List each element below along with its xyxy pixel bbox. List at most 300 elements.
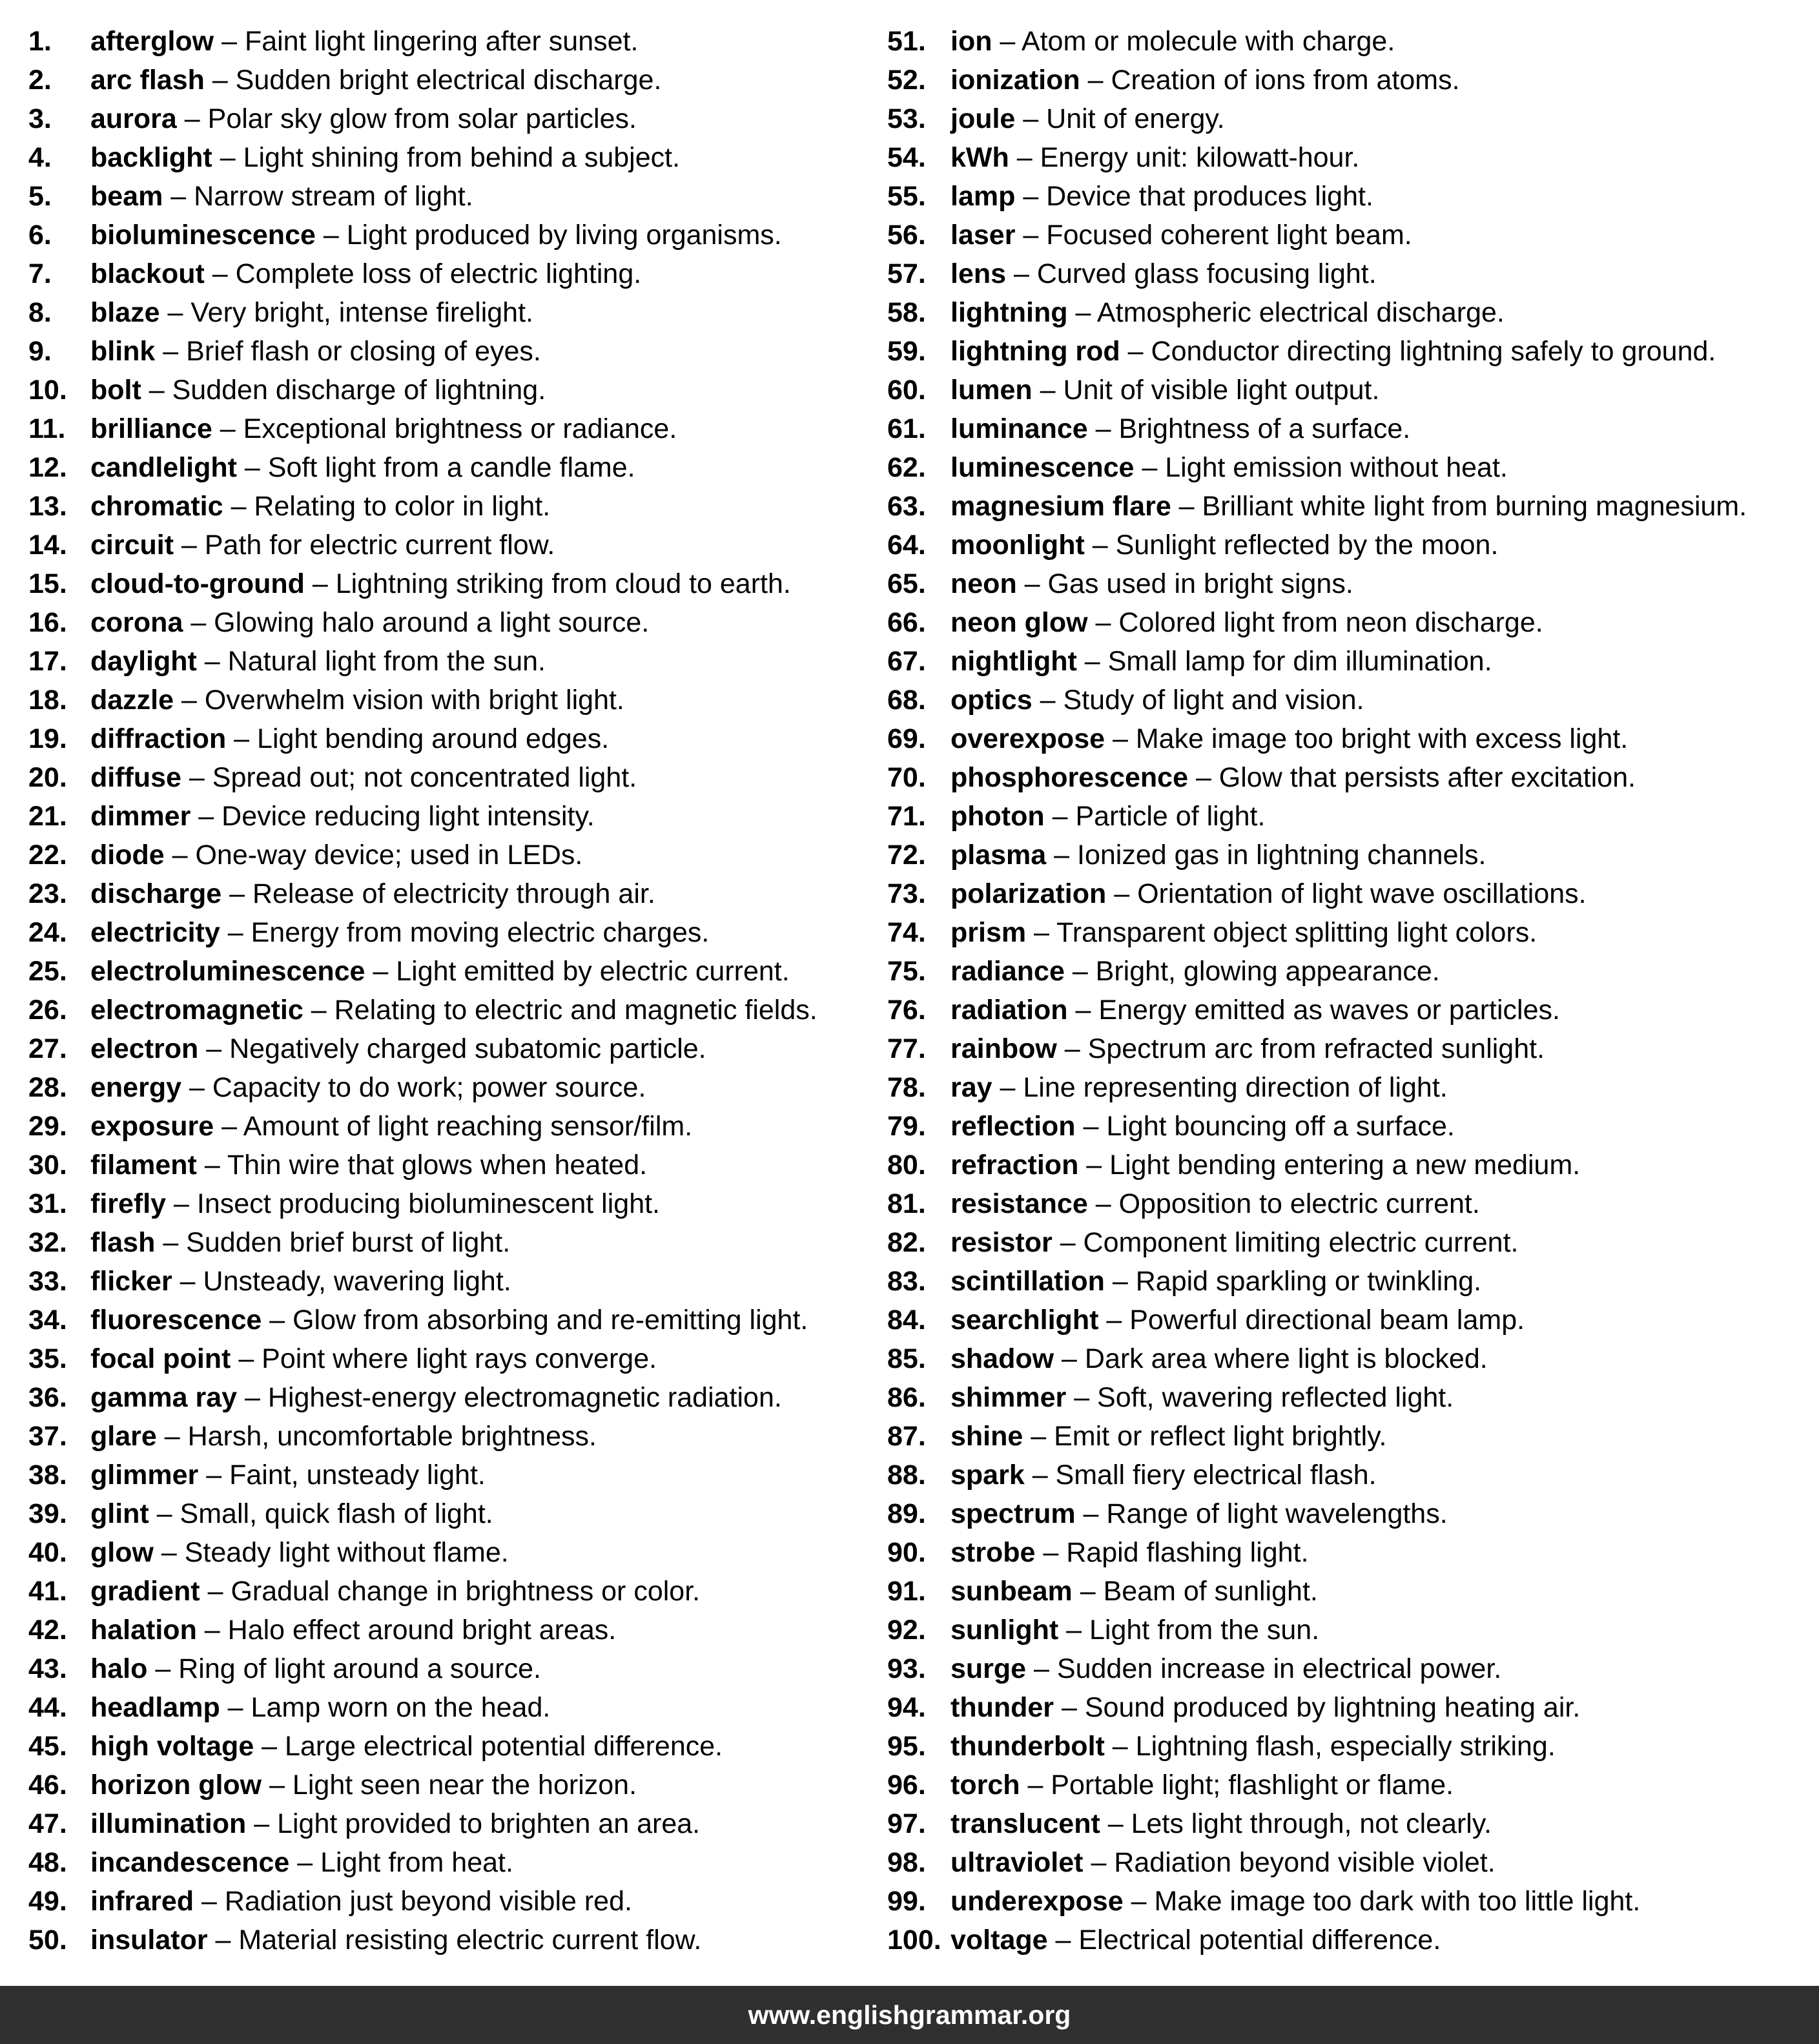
glossary-entry: [887, 1882, 1640, 1921]
glossary-entry: [887, 177, 1373, 216]
entry-definition: – Overwhelm vision with bright light.: [174, 685, 624, 716]
entry-definition: – Insect producing bioluminescent light.: [166, 1188, 660, 1219]
entry-term: blackout: [90, 258, 205, 289]
entry-definition: – Energy unit: kilowatt-hour.: [1009, 142, 1360, 173]
entry-number: 19.: [28, 723, 67, 754]
glossary-entry: [28, 1339, 657, 1378]
glossary-entry: [887, 1068, 1448, 1107]
entry-number: 18.: [28, 685, 67, 716]
glossary-entry: [28, 409, 677, 448]
entry-term: underexpose: [951, 1886, 1124, 1917]
entry-definition: – Path for electric current flow.: [174, 530, 555, 561]
glossary-entry: [28, 1494, 493, 1533]
entry-definition: – Sudden brief burst of light.: [155, 1227, 511, 1258]
entry-definition: – Faint light lingering after sunset.: [214, 26, 639, 57]
entry-number: 10.: [28, 375, 67, 406]
entry-term: discharge: [90, 878, 222, 909]
glossary-entry: [887, 874, 1587, 913]
glossary-entry: [28, 1611, 616, 1649]
entry-number: 99.: [887, 1886, 926, 1917]
entry-number: 64.: [887, 530, 926, 561]
entry-definition: – Sudden bright electrical discharge.: [204, 65, 662, 96]
entry-definition: – Soft, wavering reflected light.: [1066, 1382, 1454, 1413]
entry-definition: – Spectrum arc from refracted sunlight.: [1056, 1033, 1545, 1064]
glossary-entry: [887, 138, 1359, 177]
entry-definition: – Relating to color in light.: [223, 491, 551, 522]
glossary-entry: [887, 1378, 1454, 1417]
entry-term: sunbeam: [951, 1576, 1073, 1607]
entry-term: resistor: [951, 1227, 1053, 1258]
entry-term: radiance: [951, 956, 1065, 987]
entry-number: 48.: [28, 1847, 67, 1878]
glossary-entry: [887, 22, 1395, 61]
glossary-entry: [887, 1301, 1525, 1339]
entry-number: 15.: [28, 568, 67, 599]
entry-term: nightlight: [951, 646, 1077, 677]
glossary-entry: [887, 1843, 1495, 1882]
entry-term: corona: [90, 607, 183, 638]
entry-definition: – Energy from moving electric charges.: [220, 917, 710, 948]
entry-number: 87.: [887, 1421, 926, 1452]
entry-number: 2.: [28, 65, 52, 96]
glossary-entry: [28, 991, 817, 1029]
entry-definition: – Exceptional brightness or radiance.: [212, 413, 677, 444]
entry-term: electron: [90, 1033, 199, 1064]
glossary-entry: [887, 1804, 1492, 1843]
entry-number: 67.: [887, 646, 926, 677]
glossary-entry: [28, 1921, 701, 1959]
entry-term: lamp: [951, 181, 1016, 212]
entry-number: 89.: [887, 1498, 926, 1529]
entry-definition: – Amount of light reaching sensor/film.: [214, 1111, 693, 1142]
entry-term: voltage: [951, 1925, 1048, 1956]
entry-number: 90.: [887, 1537, 926, 1568]
entry-number: 86.: [887, 1382, 926, 1413]
glossary-entry: [887, 836, 1486, 874]
glossary-entry: [28, 254, 641, 293]
entry-definition: – Steady light without flame.: [153, 1537, 509, 1568]
entry-number: 37.: [28, 1421, 67, 1452]
glossary-entry: [28, 1804, 700, 1843]
entry-term: shine: [951, 1421, 1023, 1452]
entry-term: blaze: [90, 297, 160, 328]
entry-term: halation: [90, 1615, 197, 1646]
entry-number: 26.: [28, 995, 67, 1026]
glossary-entry: [28, 1843, 513, 1882]
entry-number: 77.: [887, 1033, 926, 1064]
glossary-entry: [28, 797, 595, 836]
glossary-entry: [28, 332, 541, 371]
entry-definition: – Relating to electric and magnetic fields.: [303, 995, 817, 1026]
entry-term: horizon glow: [90, 1770, 262, 1801]
entry-number: 83.: [887, 1266, 926, 1297]
entry-definition: – Light seen near the horizon.: [262, 1770, 637, 1801]
entry-number: 74.: [887, 917, 926, 948]
glossary-entry: [28, 1301, 808, 1339]
glossary-entry: [887, 1417, 1387, 1456]
entry-number: 45.: [28, 1731, 67, 1762]
glossary-entry: [887, 758, 1636, 797]
entry-number: 13.: [28, 491, 67, 522]
glossary-entry: [28, 526, 555, 564]
entry-term: blink: [90, 336, 156, 367]
entry-term: photon: [951, 801, 1045, 832]
entry-term: gamma ray: [90, 1382, 238, 1413]
glossary-entry: [28, 1727, 723, 1766]
entry-definition: – Range of light wavelengths.: [1075, 1498, 1448, 1529]
glossary-entry: [887, 1766, 1454, 1804]
entry-number: 100.: [887, 1925, 941, 1956]
entry-number: 49.: [28, 1886, 67, 1917]
entry-term: insulator: [90, 1925, 208, 1956]
entry-term: radiation: [951, 995, 1068, 1026]
entry-number: 4.: [28, 142, 52, 173]
entry-term: reflection: [951, 1111, 1076, 1142]
glossary-entry: [887, 216, 1412, 254]
entry-term: translucent: [951, 1808, 1100, 1839]
entry-term: high voltage: [90, 1731, 254, 1762]
entry-number: 65.: [887, 568, 926, 599]
glossary-entry: [887, 1921, 1441, 1959]
entry-term: filament: [90, 1150, 197, 1181]
entry-term: cloud-to-ground: [90, 568, 305, 599]
entry-number: 57.: [887, 258, 926, 289]
glossary-entry: [887, 1262, 1481, 1301]
entry-definition: – Unsteady, wavering light.: [172, 1266, 511, 1297]
entry-definition: – Rapid sparkling or twinkling.: [1104, 1266, 1482, 1297]
entry-number: 81.: [887, 1188, 926, 1219]
entry-definition: – Lightning striking from cloud to earth.: [304, 568, 791, 599]
glossary-entry: [887, 526, 1498, 564]
glossary-entry: [887, 1688, 1580, 1727]
entry-definition: – Soft light from a candle flame.: [236, 452, 635, 483]
entry-term: diffraction: [90, 723, 227, 754]
entry-definition: – Polar sky glow from solar particles.: [176, 103, 637, 134]
entry-term: shadow: [951, 1343, 1054, 1374]
entry-number: 97.: [887, 1808, 926, 1839]
entry-number: 3.: [28, 103, 52, 134]
entry-number: 38.: [28, 1460, 67, 1491]
entry-definition: – Light from the sun.: [1058, 1615, 1320, 1646]
entry-term: brilliance: [90, 413, 212, 444]
glossary-entry: [28, 1882, 632, 1921]
entry-term: bioluminescence: [90, 220, 316, 251]
entry-number: 23.: [28, 878, 67, 909]
entry-number: 60.: [887, 375, 926, 406]
entry-definition: – Glowing halo around a light source.: [183, 607, 650, 638]
glossary-entry: [887, 913, 1537, 952]
entry-term: polarization: [951, 878, 1107, 909]
entry-number: 50.: [28, 1925, 67, 1956]
glossary-entry: [887, 1339, 1488, 1378]
entry-term: gradient: [90, 1576, 200, 1607]
entry-term: sunlight: [951, 1615, 1059, 1646]
entry-definition: – Unit of visible light output.: [1032, 375, 1380, 406]
entry-definition: – Emit or reflect light brightly.: [1023, 1421, 1387, 1452]
glossary-entry: [28, 681, 624, 719]
entry-number: 62.: [887, 452, 926, 483]
entry-number: 29.: [28, 1111, 67, 1142]
glossary-entry: [887, 487, 1747, 526]
entry-term: daylight: [90, 646, 197, 677]
glossary-entry: [28, 952, 790, 991]
entry-term: diffuse: [90, 762, 181, 793]
entry-term: lightning: [951, 297, 1068, 328]
entry-term: electricity: [90, 917, 220, 948]
entry-definition: – Glow that persists after excitation.: [1188, 762, 1636, 793]
entry-definition: – Thin wire that glows when heated.: [196, 1150, 648, 1181]
glossary-entry: [28, 1378, 782, 1417]
entry-term: flash: [90, 1227, 156, 1258]
entry-definition: – Light produced by living organisms.: [315, 220, 782, 251]
entry-term: glint: [90, 1498, 149, 1529]
entry-number: 58.: [887, 297, 926, 328]
entry-term: scintillation: [951, 1266, 1105, 1297]
entry-definition: – Focused coherent light beam.: [1015, 220, 1412, 251]
entry-number: 78.: [887, 1072, 926, 1103]
entry-number: 40.: [28, 1537, 67, 1568]
entry-number: 25.: [28, 956, 67, 987]
entry-term: luminance: [951, 413, 1088, 444]
glossary-entry: [887, 1727, 1556, 1766]
glossary-entry: [28, 22, 638, 61]
entry-number: 66.: [887, 607, 926, 638]
entry-term: circuit: [90, 530, 174, 561]
entry-term: lightning rod: [951, 336, 1120, 367]
entry-term: halo: [90, 1653, 148, 1684]
entry-term: beam: [90, 181, 163, 212]
glossary-entry: [887, 991, 1560, 1029]
entry-number: 54.: [887, 142, 926, 173]
entry-term: candlelight: [90, 452, 237, 483]
entry-definition: – Complete loss of electric lighting.: [204, 258, 642, 289]
entry-term: electromagnetic: [90, 995, 303, 1026]
entry-definition: – Conductor directing lightning safely to ground.: [1120, 336, 1716, 367]
entry-number: 56.: [887, 220, 926, 251]
entry-definition: – Light emission without heat.: [1134, 452, 1508, 483]
glossary-entry: [28, 758, 637, 797]
entry-number: 22.: [28, 840, 67, 871]
glossary-entry: [887, 681, 1364, 719]
entry-number: 17.: [28, 646, 67, 677]
entry-number: 47.: [28, 1808, 67, 1839]
entry-number: 31.: [28, 1188, 67, 1219]
glossary-entry: [887, 293, 1505, 332]
entry-definition: – Ionized gas in lightning channels.: [1046, 840, 1486, 871]
entry-term: flicker: [90, 1266, 172, 1297]
glossary-entry: [28, 1262, 511, 1301]
entry-definition: – Highest-energy electromagnetic radiation.: [237, 1382, 782, 1413]
entry-term: overexpose: [951, 723, 1105, 754]
entry-definition: – Beam of sunlight.: [1072, 1576, 1318, 1607]
entry-term: ionization: [951, 65, 1080, 96]
entry-number: 14.: [28, 530, 67, 561]
entry-number: 24.: [28, 917, 67, 948]
glossary-entry: [28, 1146, 647, 1184]
entry-definition: – Study of light and vision.: [1032, 685, 1364, 716]
glossary-entry: [887, 1456, 1377, 1494]
entry-term: glow: [90, 1537, 154, 1568]
entry-term: exposure: [90, 1111, 214, 1142]
entry-definition: – Atom or molecule with charge.: [992, 26, 1395, 57]
entry-number: 59.: [887, 336, 926, 367]
entry-term: kWh: [951, 142, 1009, 173]
entry-definition: – Small fiery electrical flash.: [1024, 1460, 1377, 1491]
entry-definition: – Colored light from neon discharge.: [1087, 607, 1543, 638]
footer-bar: [0, 1986, 1819, 2044]
entry-number: 55.: [887, 181, 926, 212]
entry-term: searchlight: [951, 1305, 1099, 1336]
glossary-entry: [28, 1107, 692, 1146]
entry-term: prism: [951, 917, 1027, 948]
glossary-entry: [887, 1649, 1501, 1688]
entry-term: incandescence: [90, 1847, 290, 1878]
entry-definition: – Very bright, intense firelight.: [159, 297, 533, 328]
glossary-entry: [28, 1456, 486, 1494]
entry-number: 93.: [887, 1653, 926, 1684]
glossary-entry: [887, 1107, 1455, 1146]
entry-term: laser: [951, 220, 1016, 251]
glossary-entry: [28, 61, 661, 99]
entry-term: strobe: [951, 1537, 1036, 1568]
glossary-entry: [28, 371, 546, 409]
entry-definition: – Portable light; flashlight or flame.: [1020, 1770, 1454, 1801]
entry-number: 7.: [28, 258, 52, 289]
entry-definition: – Spread out; not concentrated light.: [181, 762, 637, 793]
entry-definition: – Device reducing light intensity.: [190, 801, 595, 832]
entry-term: rainbow: [951, 1033, 1057, 1064]
glossary-entry: [28, 138, 680, 177]
entry-number: 46.: [28, 1770, 67, 1801]
entry-term: ray: [951, 1072, 992, 1103]
entry-definition: – Narrow stream of light.: [163, 181, 473, 212]
entry-number: 12.: [28, 452, 67, 483]
entry-definition: – Light from heat.: [289, 1847, 513, 1878]
entry-definition: – Rapid flashing light.: [1035, 1537, 1309, 1568]
entry-number: 96.: [887, 1770, 926, 1801]
entry-term: bolt: [90, 375, 141, 406]
entry-definition: – Harsh, uncomfortable brightness.: [156, 1421, 597, 1452]
glossary-entry: [887, 99, 1225, 138]
entry-definition: – Brief flash or closing of eyes.: [155, 336, 541, 367]
entry-definition: – Light bending around edges.: [226, 723, 610, 754]
entry-number: 33.: [28, 1266, 67, 1297]
entry-term: magnesium flare: [951, 491, 1171, 522]
glossary-entry: [887, 1184, 1480, 1223]
entry-number: 98.: [887, 1847, 926, 1878]
entry-number: 94.: [887, 1692, 926, 1723]
entry-definition: – Capacity to do work; power source.: [181, 1072, 646, 1103]
entry-definition: – Light emitted by electric current.: [365, 956, 790, 987]
entry-term: spark: [951, 1460, 1025, 1491]
glossary-entry: [28, 836, 582, 874]
entry-term: moonlight: [951, 530, 1085, 561]
entry-definition: – Powerful directional beam lamp.: [1098, 1305, 1525, 1336]
entry-number: 5.: [28, 181, 52, 212]
glossary-entry: [28, 564, 791, 603]
footer-url[interactable]: www.englishgrammar.org: [748, 1999, 1071, 2030]
entry-definition: – Radiation just beyond visible red.: [194, 1886, 632, 1917]
entry-number: 80.: [887, 1150, 926, 1181]
entry-term: arc flash: [90, 65, 205, 96]
entry-definition: – Particle of light.: [1044, 801, 1266, 832]
glossary-entry: [28, 216, 782, 254]
entry-term: ultraviolet: [951, 1847, 1084, 1878]
entry-term: illumination: [90, 1808, 247, 1839]
entry-term: energy: [90, 1072, 182, 1103]
entry-definition: – Gas used in bright signs.: [1016, 568, 1353, 599]
entry-term: torch: [951, 1770, 1020, 1801]
entry-term: lens: [951, 258, 1007, 289]
glossary-entry: [887, 603, 1543, 642]
entry-number: 61.: [887, 413, 926, 444]
glossary-entry: [28, 1649, 541, 1688]
glossary-entry: [28, 1223, 510, 1262]
glossary-entry: [887, 564, 1353, 603]
glossary-entry: [887, 1533, 1309, 1572]
entry-term: focal point: [90, 1343, 231, 1374]
entry-term: neon glow: [951, 607, 1088, 638]
entry-definition: – Opposition to electric current.: [1087, 1188, 1480, 1219]
entry-definition: – Large electrical potential difference.: [254, 1731, 723, 1762]
entry-term: neon: [951, 568, 1017, 599]
entry-definition: – Release of electricity through air.: [221, 878, 655, 909]
entry-definition: – Unit of energy.: [1015, 103, 1225, 134]
entry-definition: – Sudden discharge of lightning.: [141, 375, 546, 406]
entry-definition: – Material resisting electric current flow.: [207, 1925, 702, 1956]
entry-term: headlamp: [90, 1692, 220, 1723]
entry-definition: – Sunlight reflected by the moon.: [1084, 530, 1499, 561]
glossary-entry: [28, 177, 473, 216]
entry-number: 92.: [887, 1615, 926, 1646]
entry-number: 91.: [887, 1576, 926, 1607]
glossary-entry: [28, 487, 550, 526]
glossary-entry: [28, 642, 546, 681]
entry-term: plasma: [951, 840, 1047, 871]
entry-number: 68.: [887, 685, 926, 716]
entry-definition: – Atmospheric electrical discharge.: [1067, 297, 1505, 328]
entry-term: diode: [90, 840, 165, 871]
entry-term: phosphorescence: [951, 762, 1188, 793]
entry-term: electroluminescence: [90, 956, 365, 987]
glossary-entry: [28, 874, 655, 913]
entry-definition: – Glow from absorbing and re-emitting light.: [262, 1305, 808, 1336]
entry-definition: – Energy emitted as waves or particles.: [1067, 995, 1560, 1026]
entry-number: 70.: [887, 762, 926, 793]
entry-term: shimmer: [951, 1382, 1067, 1413]
entry-number: 63.: [887, 491, 926, 522]
entry-definition: – Radiation beyond visible violet.: [1083, 1847, 1495, 1878]
entry-definition: – Electrical potential difference.: [1047, 1925, 1441, 1956]
glossary-entry: [887, 448, 1508, 487]
entry-term: resistance: [951, 1188, 1088, 1219]
entry-number: 20.: [28, 762, 67, 793]
entry-number: 36.: [28, 1382, 67, 1413]
entry-number: 82.: [887, 1227, 926, 1258]
glossary-entry: [887, 1029, 1545, 1068]
entry-definition: – Light shining from behind a subject.: [212, 142, 681, 173]
glossary-entry: [28, 1417, 597, 1456]
entry-definition: – Lightning flash, especially striking.: [1104, 1731, 1556, 1762]
entry-number: 39.: [28, 1498, 67, 1529]
glossary-entry: [28, 1184, 660, 1223]
entry-term: afterglow: [90, 26, 214, 57]
entry-term: lumen: [951, 375, 1033, 406]
entry-definition: – Curved glass focusing light.: [1006, 258, 1377, 289]
entry-number: 42.: [28, 1615, 67, 1646]
entry-term: glimmer: [90, 1460, 199, 1491]
entry-number: 95.: [887, 1731, 926, 1762]
